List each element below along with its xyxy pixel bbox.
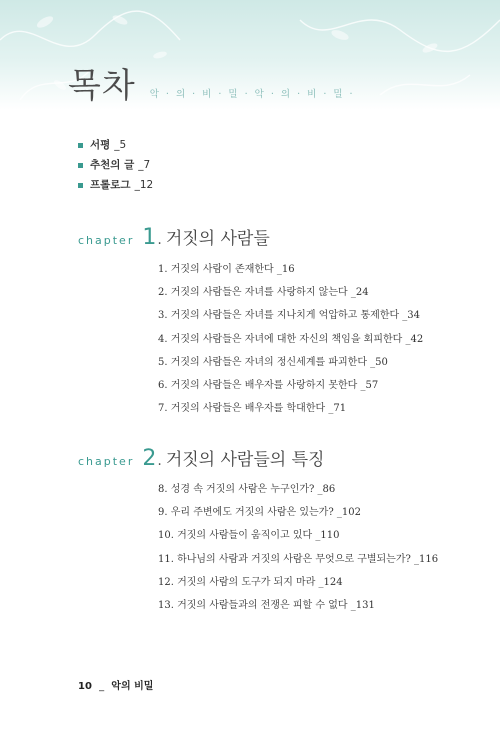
front-matter-title: 서평 xyxy=(90,139,111,151)
front-matter-item[interactable] xyxy=(78,135,153,155)
front-matter-item[interactable] xyxy=(78,175,153,195)
toc-entry[interactable]: 4. 거짓의 사람들은 자녀에 대한 자신의 책임을 회피한다 _42 xyxy=(158,333,424,345)
chapter-dot: . xyxy=(157,232,162,248)
front-matter-title: 프롤로그 xyxy=(90,179,131,191)
toc-entry[interactable]: 9. 우리 주변에도 거짓의 사람은 있는가? _102 xyxy=(158,507,361,519)
square-bullet-icon xyxy=(78,143,83,148)
front-matter-page: _12 xyxy=(134,179,154,191)
chapter-title: 거짓의 사람들 xyxy=(165,229,270,249)
chapter-2-heading xyxy=(78,445,324,471)
chapter-2-entries xyxy=(158,478,438,617)
square-bullet-icon xyxy=(78,163,83,168)
footer-book-title: 악의 비밀 xyxy=(111,681,154,692)
title-row xyxy=(68,58,355,107)
toc-entry[interactable]: 10. 거짓의 사람들이 움직이고 있다 _110 xyxy=(158,530,340,542)
page-footer xyxy=(78,677,153,692)
toc-entry[interactable]: 7. 거짓의 사람들은 배우자를 학대한다 _71 xyxy=(158,403,347,415)
chapter-number: 2 xyxy=(142,446,157,471)
page-subtitle: 악 · 의 · 비 · 밀 · 악 · 의 · 비 · 밀 · xyxy=(149,89,355,100)
toc-entry[interactable]: 2. 거짓의 사람들은 자녀를 사랑하지 않는다 _24 xyxy=(158,287,369,299)
square-bullet-icon xyxy=(78,183,83,188)
page-title: 목차 xyxy=(68,66,136,106)
toc-entry[interactable]: 11. 하나님의 사람과 거짓의 사람은 무엇으로 구별되는가? _116 xyxy=(158,553,439,565)
toc-entry[interactable]: 1. 거짓의 사람이 존재한다 _16 xyxy=(158,264,295,275)
front-matter-page: _7 xyxy=(138,159,151,171)
front-matter-item[interactable] xyxy=(78,155,153,175)
toc-entry[interactable]: 6. 거짓의 사람들은 배우자를 사랑하지 못한다 _57 xyxy=(158,379,379,391)
chapter-label: chapter xyxy=(78,455,135,468)
front-matter-page: _5 xyxy=(114,139,127,151)
footer-separator: _ xyxy=(99,681,105,692)
toc-entry[interactable]: 13. 거짓의 사람들과의 전쟁은 피할 수 없다 _131 xyxy=(158,599,375,611)
front-matter-title: 추천의 글 xyxy=(90,159,135,171)
chapter-number: 1 xyxy=(142,225,157,250)
footer-page-number: 10 xyxy=(78,681,92,692)
toc-entry[interactable]: 3. 거짓의 사람들은 자녀를 지나치게 억압하고 통제한다 _34 xyxy=(158,310,421,322)
chapter-label: chapter xyxy=(78,234,135,247)
toc-entry[interactable]: 8. 성경 속 거짓의 사람은 누구인가? _86 xyxy=(158,484,336,495)
front-matter-list xyxy=(78,135,153,195)
chapter-1-entries xyxy=(158,258,423,420)
toc-entry[interactable]: 5. 거짓의 사람들은 자녀의 정신세계를 파괴한다 _50 xyxy=(158,356,388,368)
chapter-1-heading xyxy=(78,224,270,250)
chapter-title: 거짓의 사람들의 특징 xyxy=(165,450,325,470)
chapter-dot: . xyxy=(157,453,162,469)
toc-entry[interactable]: 12. 거짓의 사람의 도구가 되지 마라 _124 xyxy=(158,576,343,588)
